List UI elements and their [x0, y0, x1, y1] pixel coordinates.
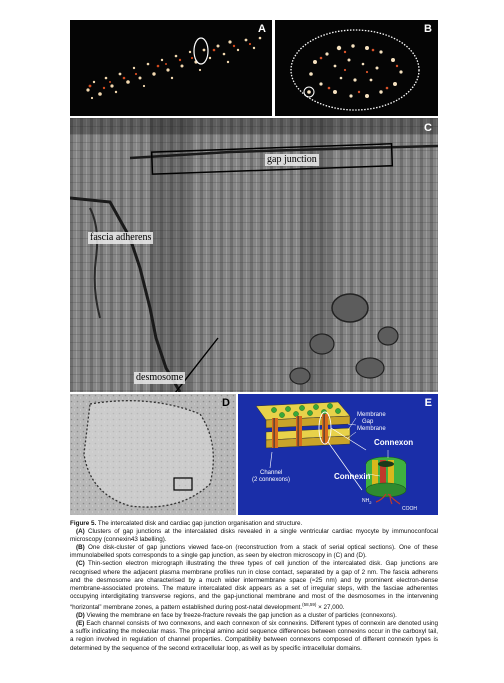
figure-5: [70, 20, 438, 515]
label-channel: Channel: [260, 470, 283, 476]
label-desmosome: desmosome: [136, 372, 184, 383]
freeze-fracture-illustration: [70, 394, 236, 515]
caption-c: [70, 560, 438, 612]
panel-letter-d: D: [222, 397, 230, 409]
label-gap-junction: gap junction: [267, 154, 317, 165]
caption-e-text: Each channel consists of two connexons, and each connexon of six connexins. Different types of connexin are denoted using a suffix indicating the molecular mass. The principal amino acid sequence differences between connexins occur in the carboxyl tail, a region involved in regulation of channel properties. Compatibility between connexons composed of different connexin types is determined by the sequence of the second extracellular loop, as well as by specific intracellular domains.: [70, 620, 439, 652]
panel-letter-a: A: [258, 23, 266, 35]
panel-d-freeze-fracture: [70, 394, 236, 515]
caption-title: The intercalated disk and cardiac gap junction organisation and structure.: [97, 520, 303, 527]
label-connexon: Connexon: [374, 438, 414, 447]
label-nh2: $NH_2$: [362, 498, 372, 505]
caption-c-text: Thin-section electron micrograph illustrating the three types of cell junction of the intercalated disk. Gap junctions are recognised where the adjacent plasma membrane profiles run in close contact, separated by a gap of 2 nm. The fascia adherens and the desmosome are characterised by a much wider intermembrane space (≈25 nm) and by prominent electron-dense membrane-associated proteins. The mature intercalated disk appears as a set of irregular steps, with the fasciae adherentes occupying interdigitating transverse regions, and the gap-junctional membrane and most of the desmosomes in the intervening “horizontal” membrane zones, a pattern established during post-natal development.: [70, 560, 438, 612]
label-channel-sub: (2 connexons): [252, 477, 291, 483]
caption-b-text: One disk-cluster of gap junctions viewed face-on (reconstruction from a stack of serial optical sections). One of these immunolabelled spots corresponds to a single gap junction, as seen by electron microscopy in (C) and (D).: [70, 544, 438, 560]
label-fascia-adherens: fascia adherens: [90, 232, 152, 243]
label-membrane-top: Membrane: [357, 412, 386, 418]
panel-letter-e: E: [424, 397, 432, 409]
caption-a: [70, 528, 438, 544]
highlight-ellipse: [194, 38, 208, 64]
caption-d-tag: (D): [76, 612, 85, 620]
caption-e-tag: (E): [76, 620, 85, 628]
panel-b-disk-cluster: [275, 20, 438, 116]
caption-c-magnification: × 27,000.: [316, 604, 345, 612]
myocyte-confocal-illustration: [70, 20, 272, 116]
caption-b: [70, 544, 438, 560]
label-gap: Gap: [362, 419, 374, 425]
figure-label: Figure 5.: [70, 520, 97, 527]
caption-e: [70, 620, 438, 652]
caption-c-tag: (C): [76, 560, 85, 568]
figure-caption: [70, 520, 438, 653]
panel-letter-b: B: [424, 23, 432, 35]
label-membrane-bottom: Membrane: [357, 426, 386, 432]
disk-cluster-illustration: [275, 20, 438, 116]
panel-c-electron-micrograph: [70, 118, 438, 392]
connexon-diagram: [238, 394, 438, 515]
panel-letter-c: C: [424, 122, 432, 134]
panel-e-gap-junction-diagram: [238, 394, 438, 515]
caption-d: [70, 612, 438, 620]
panel-a-confocal-image: [70, 20, 272, 116]
caption-c-refs: (58,59): [302, 601, 317, 607]
micrograph-illustration: [70, 118, 438, 392]
caption-d-text: Viewing the membrane en face by freeze-fracture reveals the gap junction as a cluster of particles (connexons).: [86, 612, 397, 620]
caption-a-tag: (A): [76, 528, 85, 536]
label-cooh: COOH: [402, 506, 417, 512]
caption-title-line: [70, 520, 438, 528]
caption-a-text: Clusters of gap junctions at the intercalated disks revealed in a single ventricular cardiac myocyte by immunoconfocal microscopy (connexin43 labelling).: [70, 528, 439, 544]
caption-b-tag: (B): [76, 544, 85, 552]
label-connexin: Connexin: [334, 472, 371, 481]
